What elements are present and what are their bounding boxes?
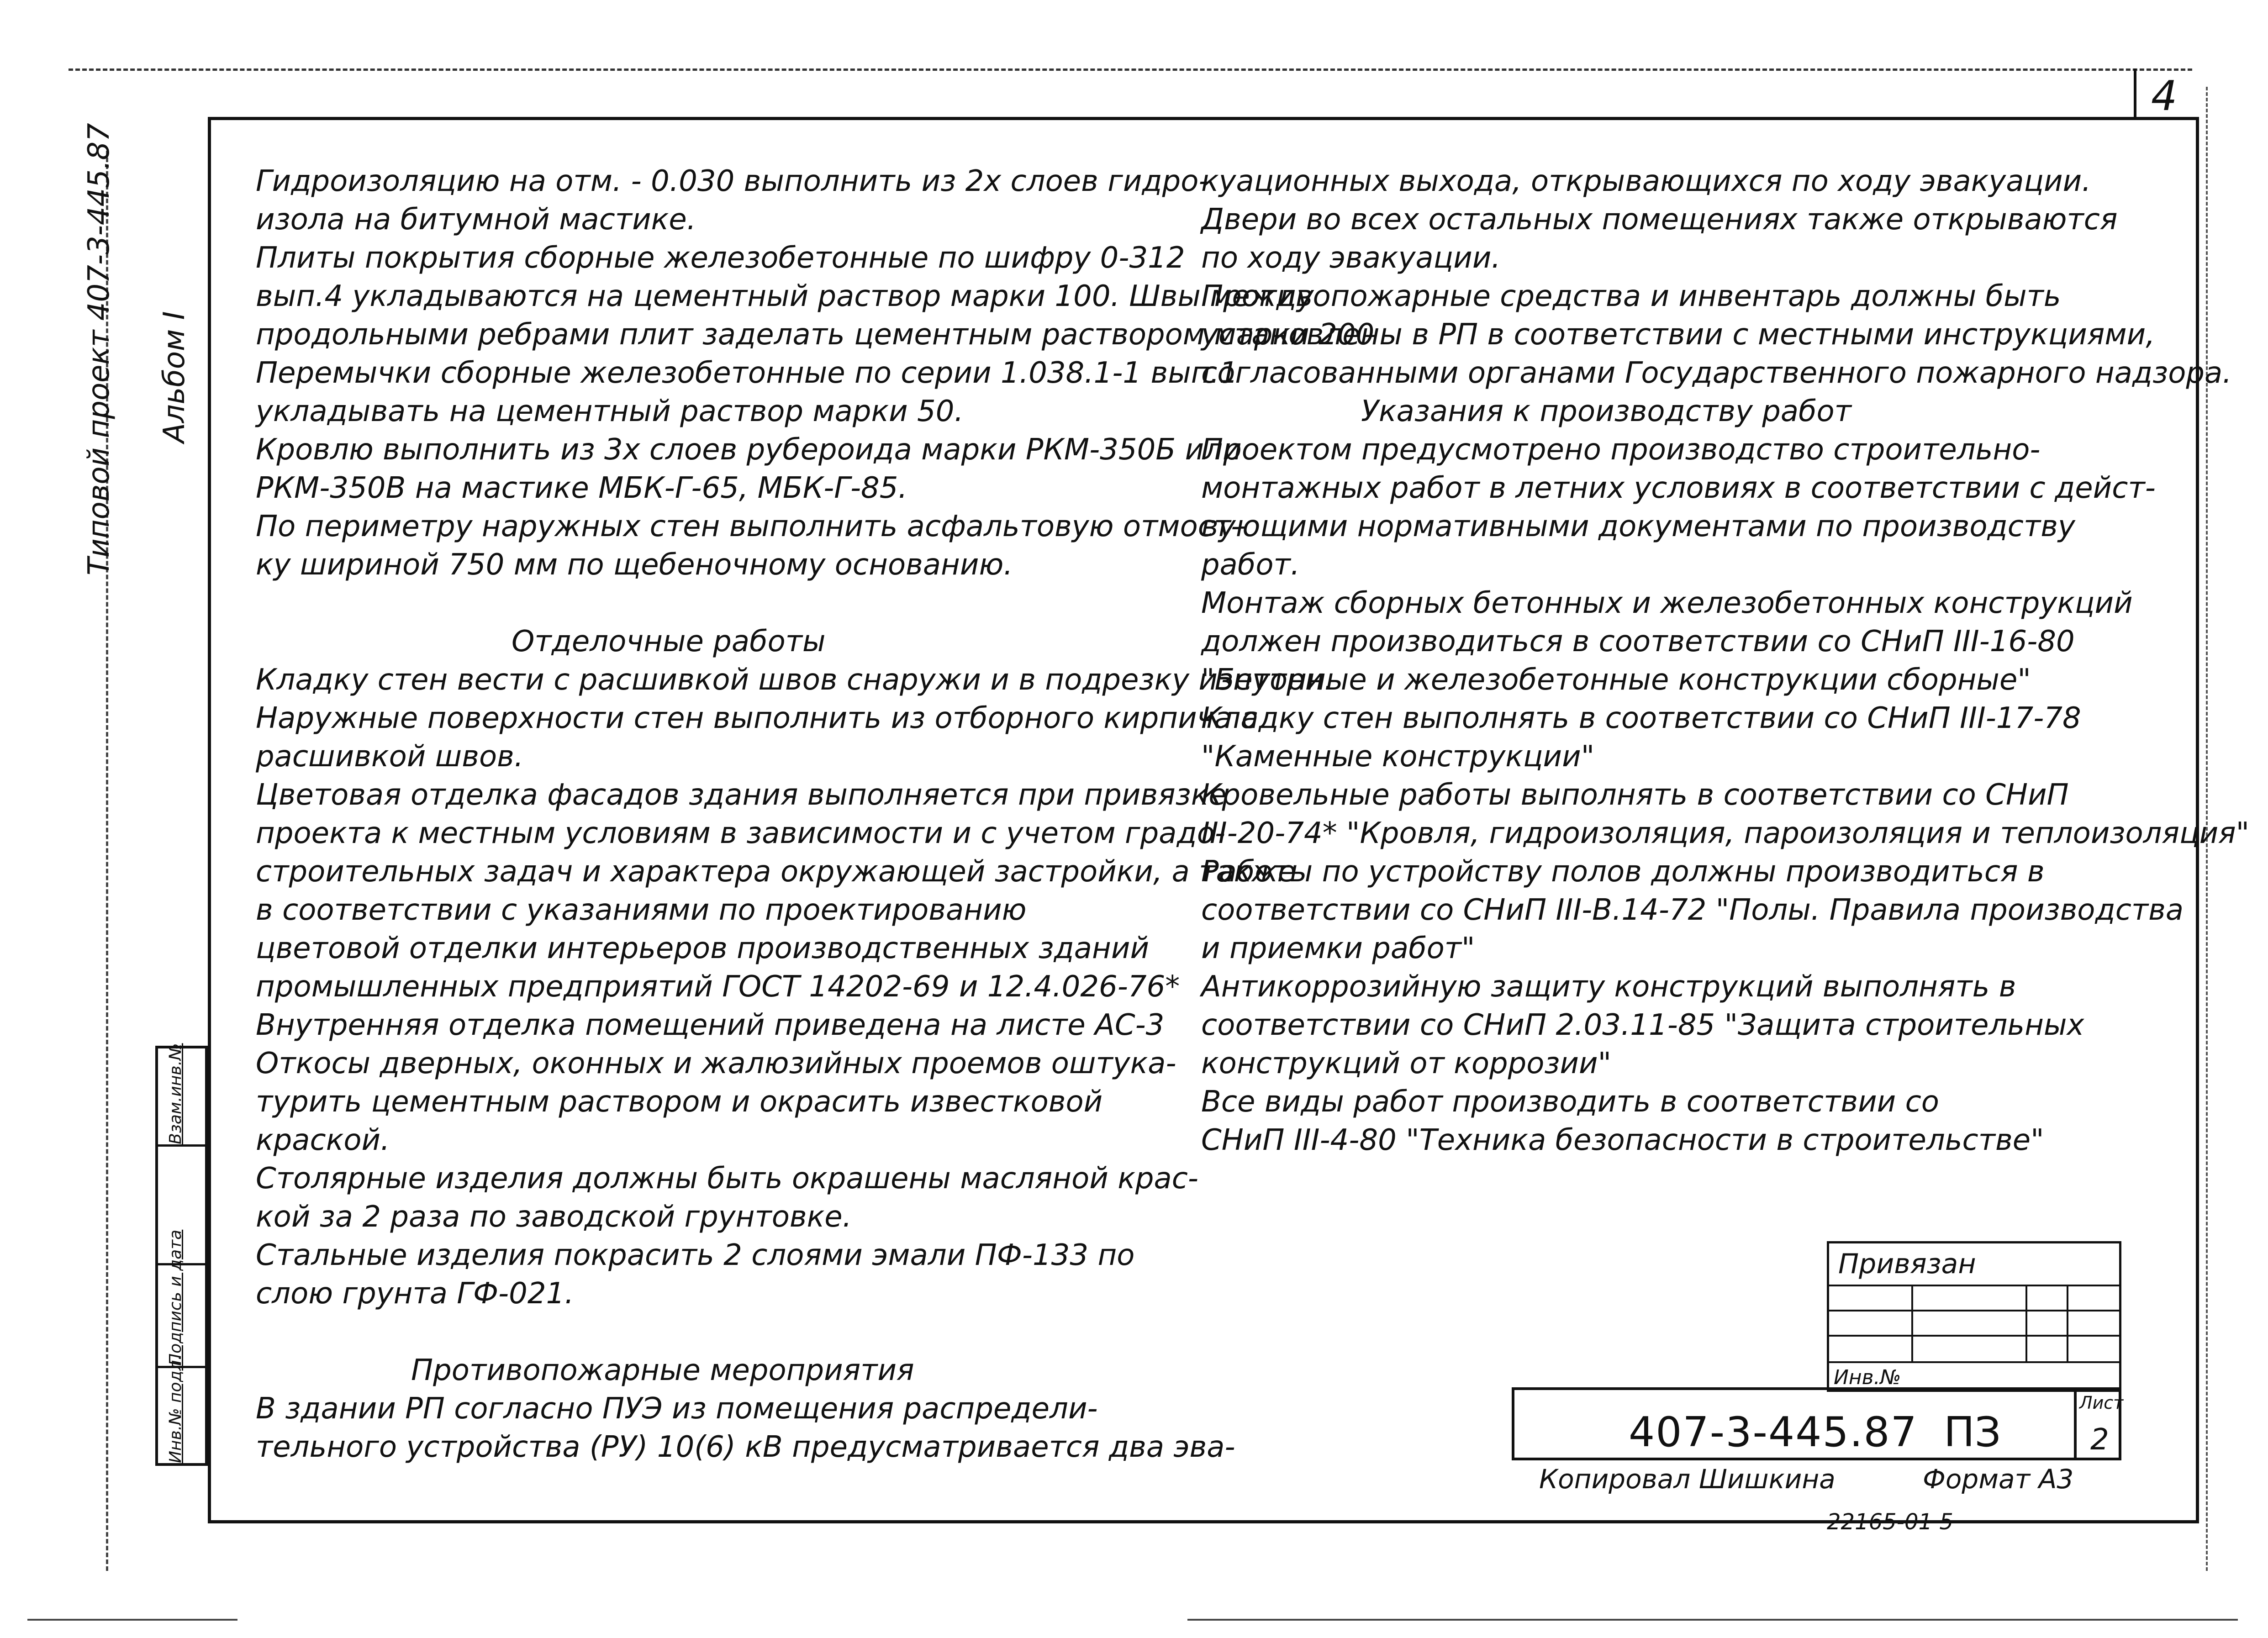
bottom-line-right: [1187, 1619, 2238, 1621]
sheet-label: Лист: [2079, 1393, 2124, 1413]
grid-line: [1829, 1361, 2119, 1363]
text-line: Плиты покрытия сборные железобетонные по шифру 0-312: [256, 241, 1185, 275]
text-line: Внутренняя отделка помещений приведена на листе АС-3: [256, 1008, 1165, 1042]
text-line: Цветовая отделка фасадов здания выполняется при привязке: [256, 778, 1227, 812]
section-code: ПЗ: [1944, 1408, 2001, 1456]
text-line: вып.4 укладываются на цементный раствор марки 100. Швы между: [256, 279, 1314, 313]
grid-line: [2067, 1285, 2068, 1362]
top-cut-line: [69, 68, 2192, 71]
left-approval-stamp: [155, 1043, 208, 1466]
works-heading: Указания к производству работ: [1361, 395, 1851, 428]
title-block: [1512, 1241, 2124, 1460]
grid-line: [1911, 1285, 1913, 1362]
sheet-cell: [2074, 1390, 2124, 1458]
text-line: Все виды работ производить в соответствии со: [1201, 1085, 1939, 1119]
document-code: 407-3-445.87: [1629, 1408, 1918, 1456]
text-line: по ходу эвакуации.: [1201, 241, 1501, 275]
title-block-main: [1512, 1387, 2124, 1460]
text-line: изола на битумной мастике.: [256, 203, 696, 237]
grid-line: [1829, 1310, 2119, 1311]
side-project-title: Типовой проект 407-3-445.87: [82, 123, 116, 575]
text-line: турить цементным раствором и окрасить известковой: [256, 1085, 1103, 1119]
text-line: монтажных работ в летних условиях в соответствии с дейст-: [1201, 471, 2156, 505]
right-text-column: [1201, 162, 2249, 1159]
text-line: В здании РП согласно ПУЭ из помещения распредели-: [256, 1392, 1098, 1426]
grid-line: [2025, 1285, 2027, 1362]
text-line: Противопожарные средства и инвентарь должны быть: [1201, 279, 2061, 313]
text-line: Монтаж сборных бетонных и железобетонных конструкций: [1201, 586, 2133, 620]
side-album-title: Альбом I: [158, 311, 191, 443]
grid-line: [1829, 1285, 2119, 1286]
copied-by: Копировал Шишкина: [1539, 1464, 1835, 1495]
stamp-vzam-inv: Взам.инв.№: [166, 1043, 185, 1144]
text-line: слою грунта ГФ-021.: [256, 1277, 574, 1311]
attachment-grid: [1827, 1241, 2121, 1392]
text-line: Работы по устройству полов должны производиться в: [1201, 855, 2045, 889]
finishing-heading: Отделочные работы: [512, 625, 826, 658]
page-number: 4: [2151, 72, 2178, 120]
text-line: в соответствии с указаниями по проектированию: [256, 893, 1027, 927]
text-line: конструкций от коррозии": [1201, 1047, 1612, 1080]
text-line: Стальные изделия покрасить 2 слоями эмали ПФ-133 по: [256, 1238, 1135, 1272]
text-line: Наружные поверхности стен выполнить из отборного кирпича с: [256, 701, 1258, 735]
text-line: тельного устройства (РУ) 10(6) кВ предусматривается два эва-: [256, 1430, 1235, 1464]
text-line: СНиП III-4-80 "Техника безопасности в строительстве": [1201, 1123, 2044, 1157]
text-line: работ.: [1201, 548, 1300, 582]
sheet-format: Формат А3: [1923, 1464, 2074, 1495]
text-line: согласованными органами Государственного пожарного надзора.: [1201, 356, 2232, 390]
stamp-divider: [158, 1144, 205, 1147]
text-line: установлены в РП в соответствии с местными инструкциями,: [1201, 318, 2155, 352]
text-line: должен производиться в соответствии со СНиП III-16-80: [1201, 625, 2075, 658]
text-line: краской.: [256, 1123, 390, 1157]
text-line: промышленных предприятий ГОСТ 14202-69 и 12.4.026-76*: [256, 970, 1180, 1004]
text-line: III-20-74* "Кровля, гидроизоляция, пароизоляция и теплоизоляция": [1201, 816, 2250, 850]
text-line: куационных выхода, открывающихся по ходу эвакуации.: [1201, 164, 2091, 198]
text-line: По периметру наружных стен выполнить асфальтовую отмост-: [256, 510, 1242, 543]
text-line: "Бетонные и железобетонные конструкции сборные": [1201, 663, 2031, 697]
text-line: Кровельные работы выполнять в соответствии со СНиП: [1201, 778, 2069, 812]
text-line: Откосы дверных, оконных и жалюзийных проемов оштука-: [256, 1047, 1176, 1080]
text-line: цветовой отделки интерьеров производственных зданий: [256, 932, 1150, 965]
text-line: соответствии со СНиП III-В.14-72 "Полы. Правила производства: [1201, 893, 2184, 927]
order-number: 22165-01 5: [1827, 1509, 1953, 1535]
text-line: проекта к местным условиям в зависимости и с учетом градо-: [256, 816, 1225, 850]
text-line: соответствии со СНиП 2.03.11-85 "Защита строительных: [1201, 1008, 2084, 1042]
text-line: строительных задач и характера окружающей застройки, а также: [256, 855, 1296, 889]
text-line: Проектом предусмотрено производство строительно-: [1201, 433, 2041, 467]
spacer: [256, 1313, 1374, 1351]
text-line: Столярные изделия должны быть окрашены масляной крас-: [256, 1162, 1198, 1196]
attached-label: Привязан: [1838, 1248, 1976, 1280]
text-line: Антикоррозийную защиту конструкций выполнять в: [1201, 970, 2016, 1004]
stamp-inv-podl: Инв.№ подл.: [166, 1355, 185, 1463]
sheet-number: 2: [2090, 1423, 2109, 1457]
fire-heading: Противопожарные мероприятия: [411, 1354, 914, 1387]
text-line: Кладку стен выполнять в соответствии со СНиП III-17-78: [1201, 701, 2081, 735]
text-line: ку шириной 750 мм по щебеночному основанию.: [256, 548, 1013, 582]
text-line: кой за 2 раза по заводской грунтовке.: [256, 1200, 852, 1234]
text-line: "Каменные конструкции": [1201, 740, 1595, 774]
text-line: Кладку стен вести с расшивкой швов снаружи и в подрезку изнутри.: [256, 663, 1334, 697]
stamp-sign-date: Подпись и дата: [166, 1229, 185, 1366]
text-line: Гидроизоляцию на отм. - 0.030 выполнить из 2х слоев гидро-: [256, 164, 1209, 198]
grid-line: [1829, 1335, 2119, 1337]
text-line: Кровлю выполнить из 3х слоев рубероида марки РКМ-350Б или: [256, 433, 1242, 467]
text-line: и приемки работ": [1201, 932, 1475, 965]
text-line: РКМ-350В на мастике МБК-Г-65, МБК-Г-85.: [256, 471, 907, 505]
text-line: укладывать на цементный раствор марки 50.: [256, 395, 964, 428]
text-line: Двери во всех остальных помещениях также открываются: [1201, 203, 2118, 237]
text-line: продольными ребрами плит заделать цементным раствором марки 200: [256, 318, 1375, 352]
text-line: расшивкой швов.: [256, 740, 524, 774]
inv-label: Инв.№: [1834, 1366, 1901, 1389]
bottom-line-left: [27, 1619, 237, 1621]
text-line: вующими нормативными документами по производству: [1201, 510, 2075, 543]
text-line: Перемычки сборные железобетонные по серии 1.038.1-1 вып.1: [256, 356, 1238, 390]
